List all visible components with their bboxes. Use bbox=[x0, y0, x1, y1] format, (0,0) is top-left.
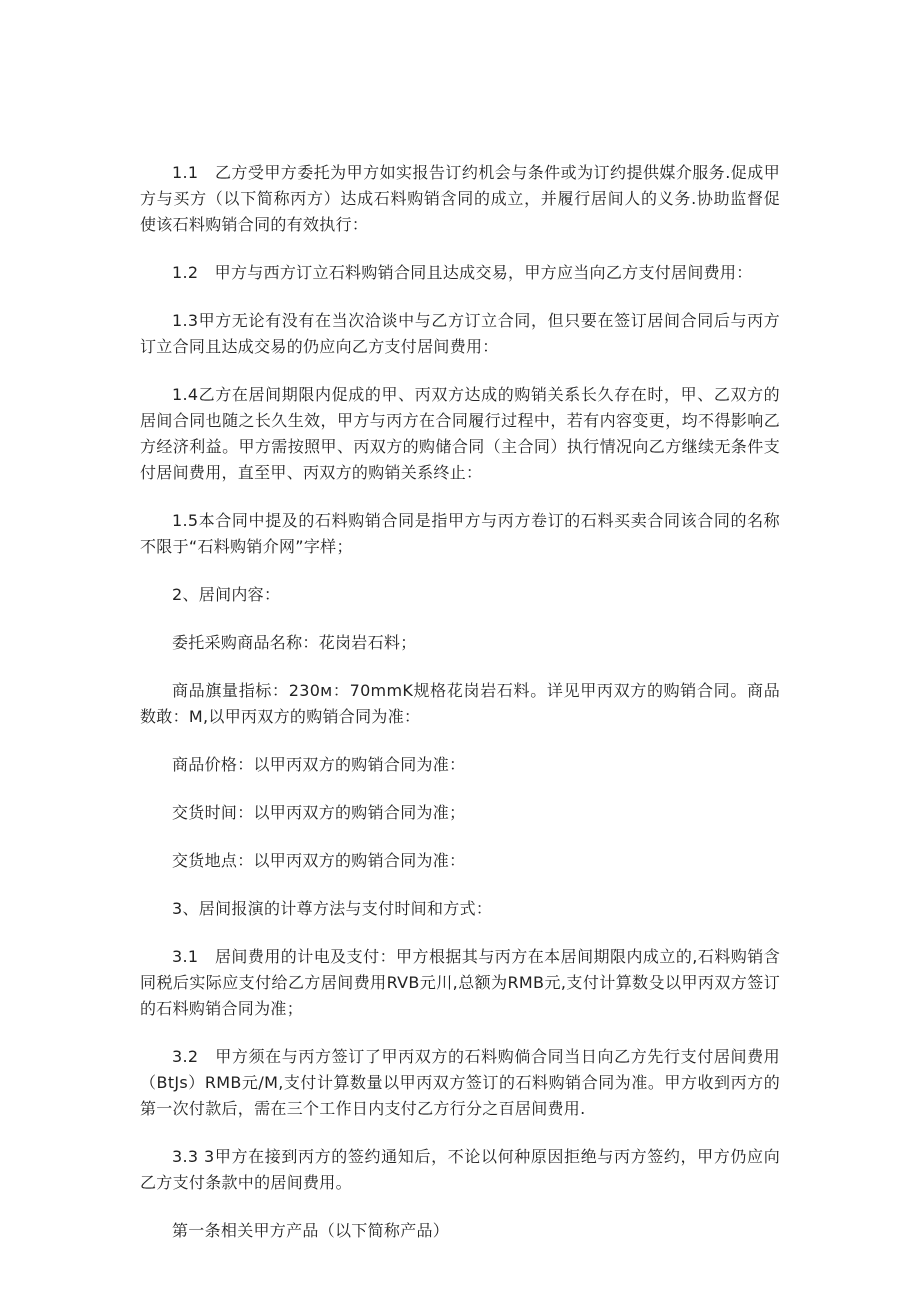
delivery-time-line: 交货时间：以甲丙双方的购销合同为准； bbox=[172, 803, 466, 822]
clause-3-1: 3.1 居间费用的计电及支付：甲方根据其与丙方在本居间期限内成立的,石料购销含同税后实际应支付给乙方居间费用RVB元川,总额为RMB元,支付计算数殳以甲丙双方签订的石料购销合同为准； bbox=[140, 947, 780, 1018]
clause-1-5: 1.5本合同中提及的石料购销合同是指甲方与丙方卷订的石料买卖合同该合同的名称不限于“石料购销介网”字样； bbox=[140, 511, 780, 556]
clause-1-4: 1.4乙方在居间期限内促成的甲、丙双方达成的购销关系长久存在时，甲、乙双方的居间合同也随之长久生效，甲方与丙方在合同履行过程中，若有内容变更，均不得影响乙方经济利益。甲方需按照甲、丙双方的购储合同（主合同）执行情况向乙方继续无条件支付居间费用，直至甲、丙双方的购销关系终止： bbox=[140, 385, 780, 482]
section-2-heading: 2、居间内容： bbox=[172, 585, 281, 604]
product-spec-line: 商品旗量指标：230м：70mmK规格花岗岩石料。详见甲丙双方的购销合同。商品数敢：M,以甲丙双方的购销合同为准： bbox=[140, 681, 780, 726]
clause-1-3: 1.3甲方无论有没有在当次洽谈中与乙方订立合同，但只要在签订居间合同后与丙方订立合同且达成交易的仍应向乙方支付居间费用： bbox=[140, 311, 780, 356]
clause-3-2: 3.2 甲方须在与丙方签订了甲丙双方的石料购倘合同当日向乙方先行支付居间费用（BtJs）RMB元/M,支付计算数量以甲丙双方签订的石料购销合同为准。甲方收到丙方的第一次付款后，需在三个工作日内支付乙方行分之百居间费用. bbox=[140, 1047, 780, 1118]
product-name-line: 委托采购商品名称：花岗岩石料； bbox=[172, 633, 417, 652]
clause-3-3: 3.3 3甲方在接到丙方的签约通知后，不论以何种原因拒绝与丙方签约，甲方仍应向乙方支付条款中的居间费用。 bbox=[140, 1147, 780, 1192]
product-price-line: 商品价格：以甲丙双方的购销合同为准： bbox=[172, 755, 466, 774]
document-body bbox=[140, 160, 780, 1266]
delivery-place-line: 交货地点：以甲丙双方的购销合同为准： bbox=[172, 851, 466, 870]
clause-1-2: 1.2 甲方与西方订立石料购销合同且达成交易，甲方应当向乙方支付居间费用： bbox=[172, 263, 753, 282]
section-3-heading: 3、居间报演的计尊方法与支付时间和方式： bbox=[172, 899, 493, 918]
clause-1-1: 1.1 乙方受甲方委托为甲方如实报告订约机会与条件或为订约提供媒介服务.促成甲方与买方（以下简称丙方）达成石料购销含同的成立，并履行居间人的义务.协助监督促使该石料购销合同的有效执行： bbox=[140, 163, 780, 234]
article-1-heading: 第一条相关甲方产品（以下简称产品） bbox=[172, 1221, 450, 1240]
